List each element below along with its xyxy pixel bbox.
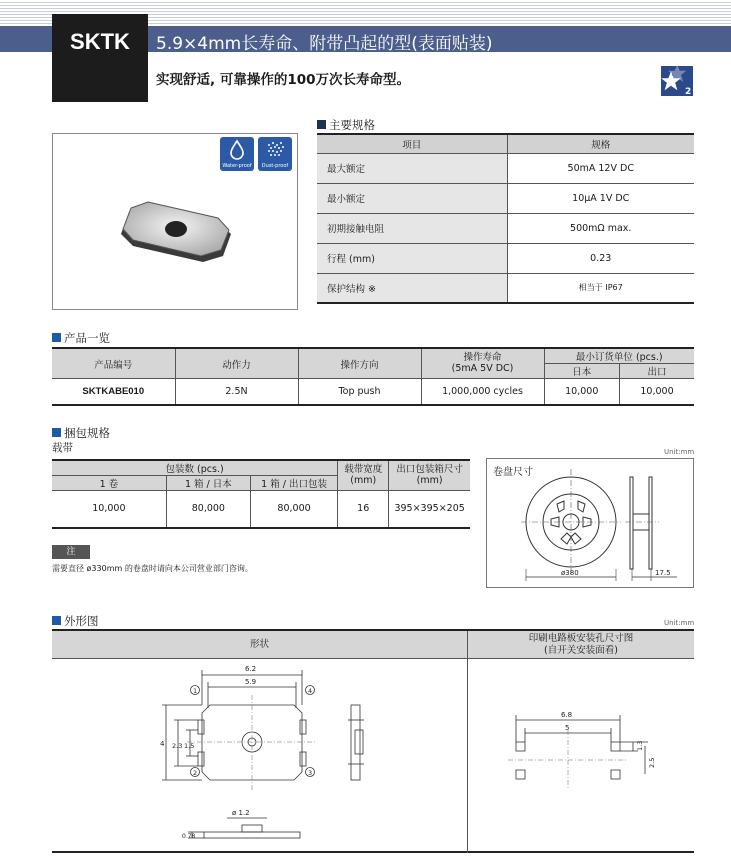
page-subtitle: 实现舒适, 可靠操作的100万次长寿命型。 <box>156 72 411 88</box>
col-part-number: 产品编号 <box>52 348 175 379</box>
outline-unit: Unit:mm <box>664 619 695 627</box>
operating-life: 1,000,000 cycles <box>421 379 544 405</box>
col-direction: 操作方向 <box>298 348 421 379</box>
col-box-export: 1 箱 / 出口包装 <box>250 476 337 491</box>
pcb-drawing <box>468 660 694 854</box>
col-per-reel: 1 卷 <box>52 476 166 491</box>
tape-width: 16 <box>338 491 389 528</box>
part-number: SKTKABE010 <box>52 379 175 405</box>
spec-label: 最小额定 <box>317 183 507 213</box>
note-tag: 注 <box>52 545 90 559</box>
col-operating-force: 动作力 <box>175 348 298 379</box>
spec-label: 行程 (mm) <box>317 243 507 273</box>
reel-drawing <box>487 459 695 589</box>
spec-value: 50mA 12V DC <box>507 153 694 183</box>
spec-col-spec: 规格 <box>507 134 694 153</box>
star-badge-icon <box>661 66 693 96</box>
packaging-heading: 捆包规格 <box>52 425 110 441</box>
spec-row <box>317 213 694 243</box>
shape-drawing <box>52 660 467 854</box>
pcb-dim-6-8: 6.8 <box>561 711 573 719</box>
spec-label: 初期接触电阻 <box>317 213 507 243</box>
note-text: 需要直径 ø330mm 的卷盘时请向本公司营业部门咨询。 <box>52 564 253 573</box>
dim-5-9: 5.9 <box>245 678 257 686</box>
pcb-dim-5: 5 <box>565 724 570 732</box>
pcb-dim-2-5: 2.5 <box>648 757 656 768</box>
spec-table <box>317 133 694 304</box>
reel-title: 卷盘尺寸 <box>493 467 533 478</box>
qty-box-export: 80,000 <box>250 491 337 528</box>
packaging-subheading: 载带 <box>52 442 73 454</box>
col-export: 出口 <box>620 364 694 379</box>
pin-3-label: 3 <box>308 769 313 777</box>
spec-value: 0.23 <box>507 243 694 273</box>
spec-value: 相当于 IP67 <box>507 273 694 303</box>
pin-2-label: 2 <box>193 769 198 777</box>
qty-box-japan: 80,000 <box>166 491 250 528</box>
products-heading: 产品一览 <box>52 330 110 346</box>
packaging-row <box>52 491 470 528</box>
spec-row <box>317 183 694 213</box>
dim-0-78: 0.78 <box>182 833 196 840</box>
col-tape-width: 载带宽度 (mm) <box>338 460 389 491</box>
badge-number: 2 <box>685 87 692 96</box>
col-japan: 日本 <box>544 364 620 379</box>
dim-1-5: 1.5 <box>184 742 195 750</box>
product-row <box>52 379 694 405</box>
pin-1-label: 1 <box>193 687 198 695</box>
operating-direction: Top push <box>298 379 421 405</box>
water-proof-label: Water-proof <box>222 163 252 169</box>
outline-frame <box>52 629 694 853</box>
moq-export: 10,000 <box>620 379 694 405</box>
page-title: 5.9×4mm长寿命、附带凸起的型(表面贴装) <box>156 34 493 54</box>
outline-heading: 外形图 <box>52 613 99 629</box>
product-table <box>52 347 694 406</box>
dim-2-3: 2.3 <box>172 742 183 750</box>
reel-diameter: ø380 <box>561 569 579 577</box>
packaging-unit: Unit:mm <box>664 448 695 456</box>
model-code: SKTK <box>52 14 148 102</box>
col-pcb: 印刷电路板安装孔尺寸图 (自开关安装面看) <box>468 631 694 659</box>
reel-dimensions-box <box>486 458 694 588</box>
pin-4-label: 4 <box>308 687 313 695</box>
dim-phi-1-2: ø 1.2 <box>232 809 250 817</box>
col-box-japan: 1 箱 / 日本 <box>166 476 250 491</box>
spec-label: 保护结构 ※ <box>317 273 507 303</box>
pcb-dim-1-3: 1.3 <box>636 740 644 751</box>
spec-row <box>317 243 694 273</box>
spec-col-item: 项目 <box>317 134 507 153</box>
packaging-table <box>52 459 470 529</box>
operating-force: 2.5N <box>175 379 298 405</box>
col-quantity: 包装数 (pcs.) <box>52 460 338 476</box>
moq-japan: 10,000 <box>544 379 620 405</box>
col-life: 操作寿命 (5mA 5V DC) <box>421 348 544 379</box>
switch-photo-illustration <box>53 134 299 311</box>
spec-value: 10μA 1V DC <box>507 183 694 213</box>
reel-width: 17.5 <box>655 569 671 577</box>
box-size: 395×395×205 <box>389 491 470 528</box>
dust-proof-label: Dust-proof <box>261 163 289 169</box>
spec-row <box>317 153 694 183</box>
spec-value: 500mΩ max. <box>507 213 694 243</box>
dim-4: 4 <box>160 740 165 748</box>
col-box-size: 出口包装箱尺寸 (mm) <box>389 460 470 491</box>
spec-heading: 主要规格 <box>317 117 375 133</box>
dim-6-2: 6.2 <box>245 665 257 673</box>
spec-label: 最大额定 <box>317 153 507 183</box>
product-photo <box>52 133 298 310</box>
spec-header-row <box>317 134 694 153</box>
col-moq: 最小订货单位 (pcs.) <box>544 348 694 364</box>
qty-reel: 10,000 <box>52 491 166 528</box>
spec-row <box>317 273 694 303</box>
col-shape: 形状 <box>52 631 467 659</box>
